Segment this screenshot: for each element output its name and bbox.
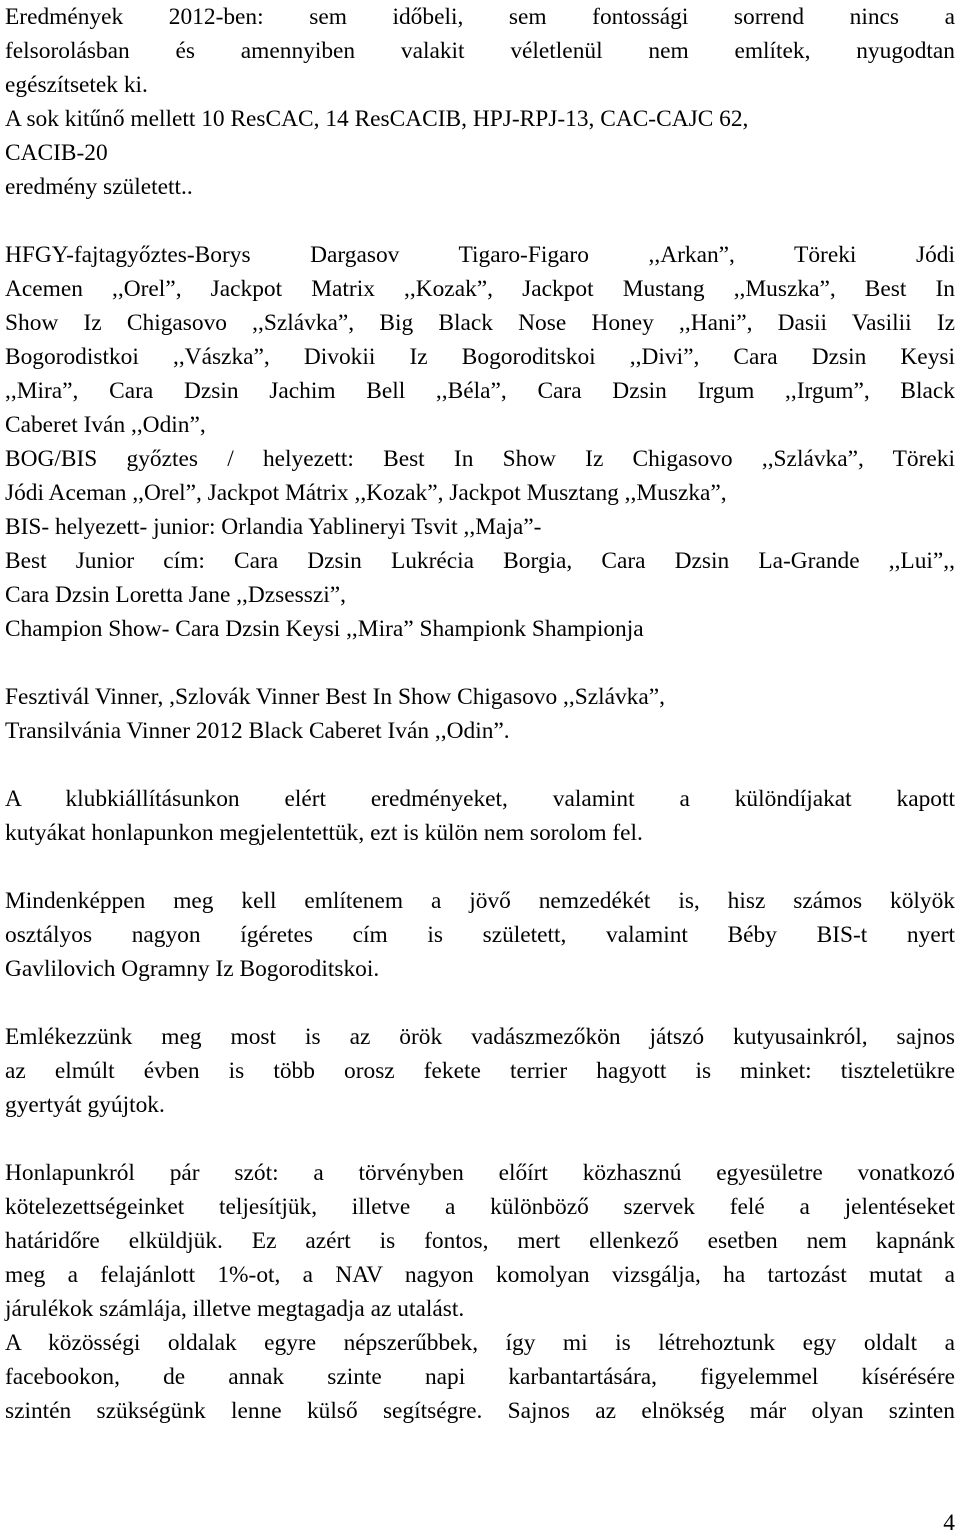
text-line: Acemen ,,Orel”, Jackpot Matrix ,,Kozak”, Jackpot Mustang ,,Muszka”, Best In: [5, 276, 955, 302]
paragraph-gap: [5, 204, 955, 238]
paragraph-gap: [5, 850, 955, 884]
document-page: [5, 0, 955, 1428]
text-line: BIS- helyezett- junior: Orlandia Yablineryi Tsvit ,,Maja”-: [5, 514, 542, 540]
text-line: az elmúlt évben is több orosz fekete terrier hagyott is minket: tiszteletükre: [5, 1058, 955, 1084]
paragraph: [5, 884, 955, 986]
page-number: 4: [943, 1510, 955, 1536]
text-line: Bogorodistkoi ,,Vászka”, Divokii Iz Bogoroditskoi ,,Divi”, Cara Dzsin Keysi: [5, 344, 955, 370]
text-line: meg a felajánlott 1%-ot, a NAV nagyon komolyan vizsgálja, ha tartozást mutat a: [5, 1262, 955, 1288]
text-line: járulékok számlája, illetve megtagadja az utalást.: [5, 1296, 465, 1322]
text-line: Jódi Aceman ,,Orel”, Jackpot Mátrix ,,Kozak”, Jackpot Musztang ,,Muszka”,: [5, 480, 727, 506]
text-line: szintén szükségünk lenne külső segítségre. Sajnos az elnökség már olyan szinten: [5, 1398, 955, 1424]
paragraph: [5, 1156, 955, 1428]
text-line: Cara Dzsin Loretta Jane ,,Dzsesszi”,: [5, 582, 346, 608]
text-line: Eredmények 2012-ben: sem időbeli, sem fontossági sorrend nincs a: [5, 4, 955, 30]
paragraph: [5, 782, 955, 850]
text-line: felsorolásban és amennyiben valakit véletlenül nem említek, nyugodtan: [5, 38, 955, 64]
text-line: gyertyát gyújtok.: [5, 1092, 165, 1118]
text-line: CACIB-20: [5, 140, 108, 166]
text-line: A sok kitűnő mellett 10 ResCAC, 14 ResCACIB, HPJ-RPJ-13, CAC-CAJC 62,: [5, 106, 749, 132]
document-body: [5, 0, 955, 1428]
text-line: Caberet Iván ,,Odin”,: [5, 412, 206, 438]
text-line: határidőre elküldjük. Ez azért is fontos, mert ellenkező esetben nem kapnánk: [5, 1228, 955, 1254]
text-line: Honlapunkról pár szót: a törvényben előírt közhasznú egyesületre vonatkozó: [5, 1160, 955, 1186]
text-line: Best Junior cím: Cara Dzsin Lukrécia Borgia, Cara Dzsin La-Grande ,,Lui”,,: [5, 548, 955, 574]
paragraph-gap: [5, 646, 955, 680]
text-line: Mindenképpen meg kell említenem a jövő nemzedékét is, hisz számos kölyök: [5, 888, 955, 914]
text-line: Fesztivál Vinner, ,Szlovák Vinner Best In Show Chigasovo ,,Szlávka”,: [5, 684, 665, 710]
text-line: ,,Mira”, Cara Dzsin Jachim Bell ,,Béla”, Cara Dzsin Irgum ,,Irgum”, Black: [5, 378, 955, 404]
paragraph-gap: [5, 986, 955, 1020]
paragraph-gap: [5, 748, 955, 782]
paragraph: [5, 0, 955, 204]
text-line: Transilvánia Vinner 2012 Black Caberet Iván ,,Odin”.: [5, 718, 510, 744]
text-line: osztályos nagyon ígéretes cím is született, valamint Béby BIS-t nyert: [5, 922, 955, 948]
text-line: Gavlilovich Ogramny Iz Bogoroditskoi.: [5, 956, 380, 982]
text-line: BOG/BIS győztes / helyezett: Best In Show Iz Chigasovo ,,Szlávka”, Töreki: [5, 446, 955, 472]
text-line: facebookon, de annak szinte napi karbantartására, figyelemmel kísérésére: [5, 1364, 955, 1390]
paragraph: [5, 1020, 955, 1122]
text-line: eredmény született..: [5, 174, 193, 200]
paragraph: [5, 238, 955, 646]
text-line: A közösségi oldalak egyre népszerűbbek, így mi is létrehoztunk egy oldalt a: [5, 1330, 955, 1356]
text-line: HFGY-fajtagyőztes-Borys Dargasov Tigaro-Figaro ,,Arkan”, Töreki Jódi: [5, 242, 955, 268]
paragraph-gap: [5, 1122, 955, 1156]
text-line: egészítsetek ki.: [5, 72, 148, 98]
text-line: Emlékezzünk meg most is az örök vadászmezőkön játszó kutyusainkról, sajnos: [5, 1024, 955, 1050]
text-line: Champion Show- Cara Dzsin Keysi ,,Mira” Shampionk Shampionja: [5, 616, 644, 642]
paragraph: [5, 680, 955, 748]
text-line: kötelezettségeinket teljesítjük, illetve a különböző szervek felé a jelentéseket: [5, 1194, 955, 1220]
text-line: Show Iz Chigasovo ,,Szlávka”, Big Black Nose Honey ,,Hani”, Dasii Vasilii Iz: [5, 310, 955, 336]
text-line: kutyákat honlapunkon megjelentettük, ezt is külön nem sorolom fel.: [5, 820, 643, 846]
text-line: A klubkiállításunkon elért eredményeket, valamint a különdíjakat kapott: [5, 786, 955, 812]
